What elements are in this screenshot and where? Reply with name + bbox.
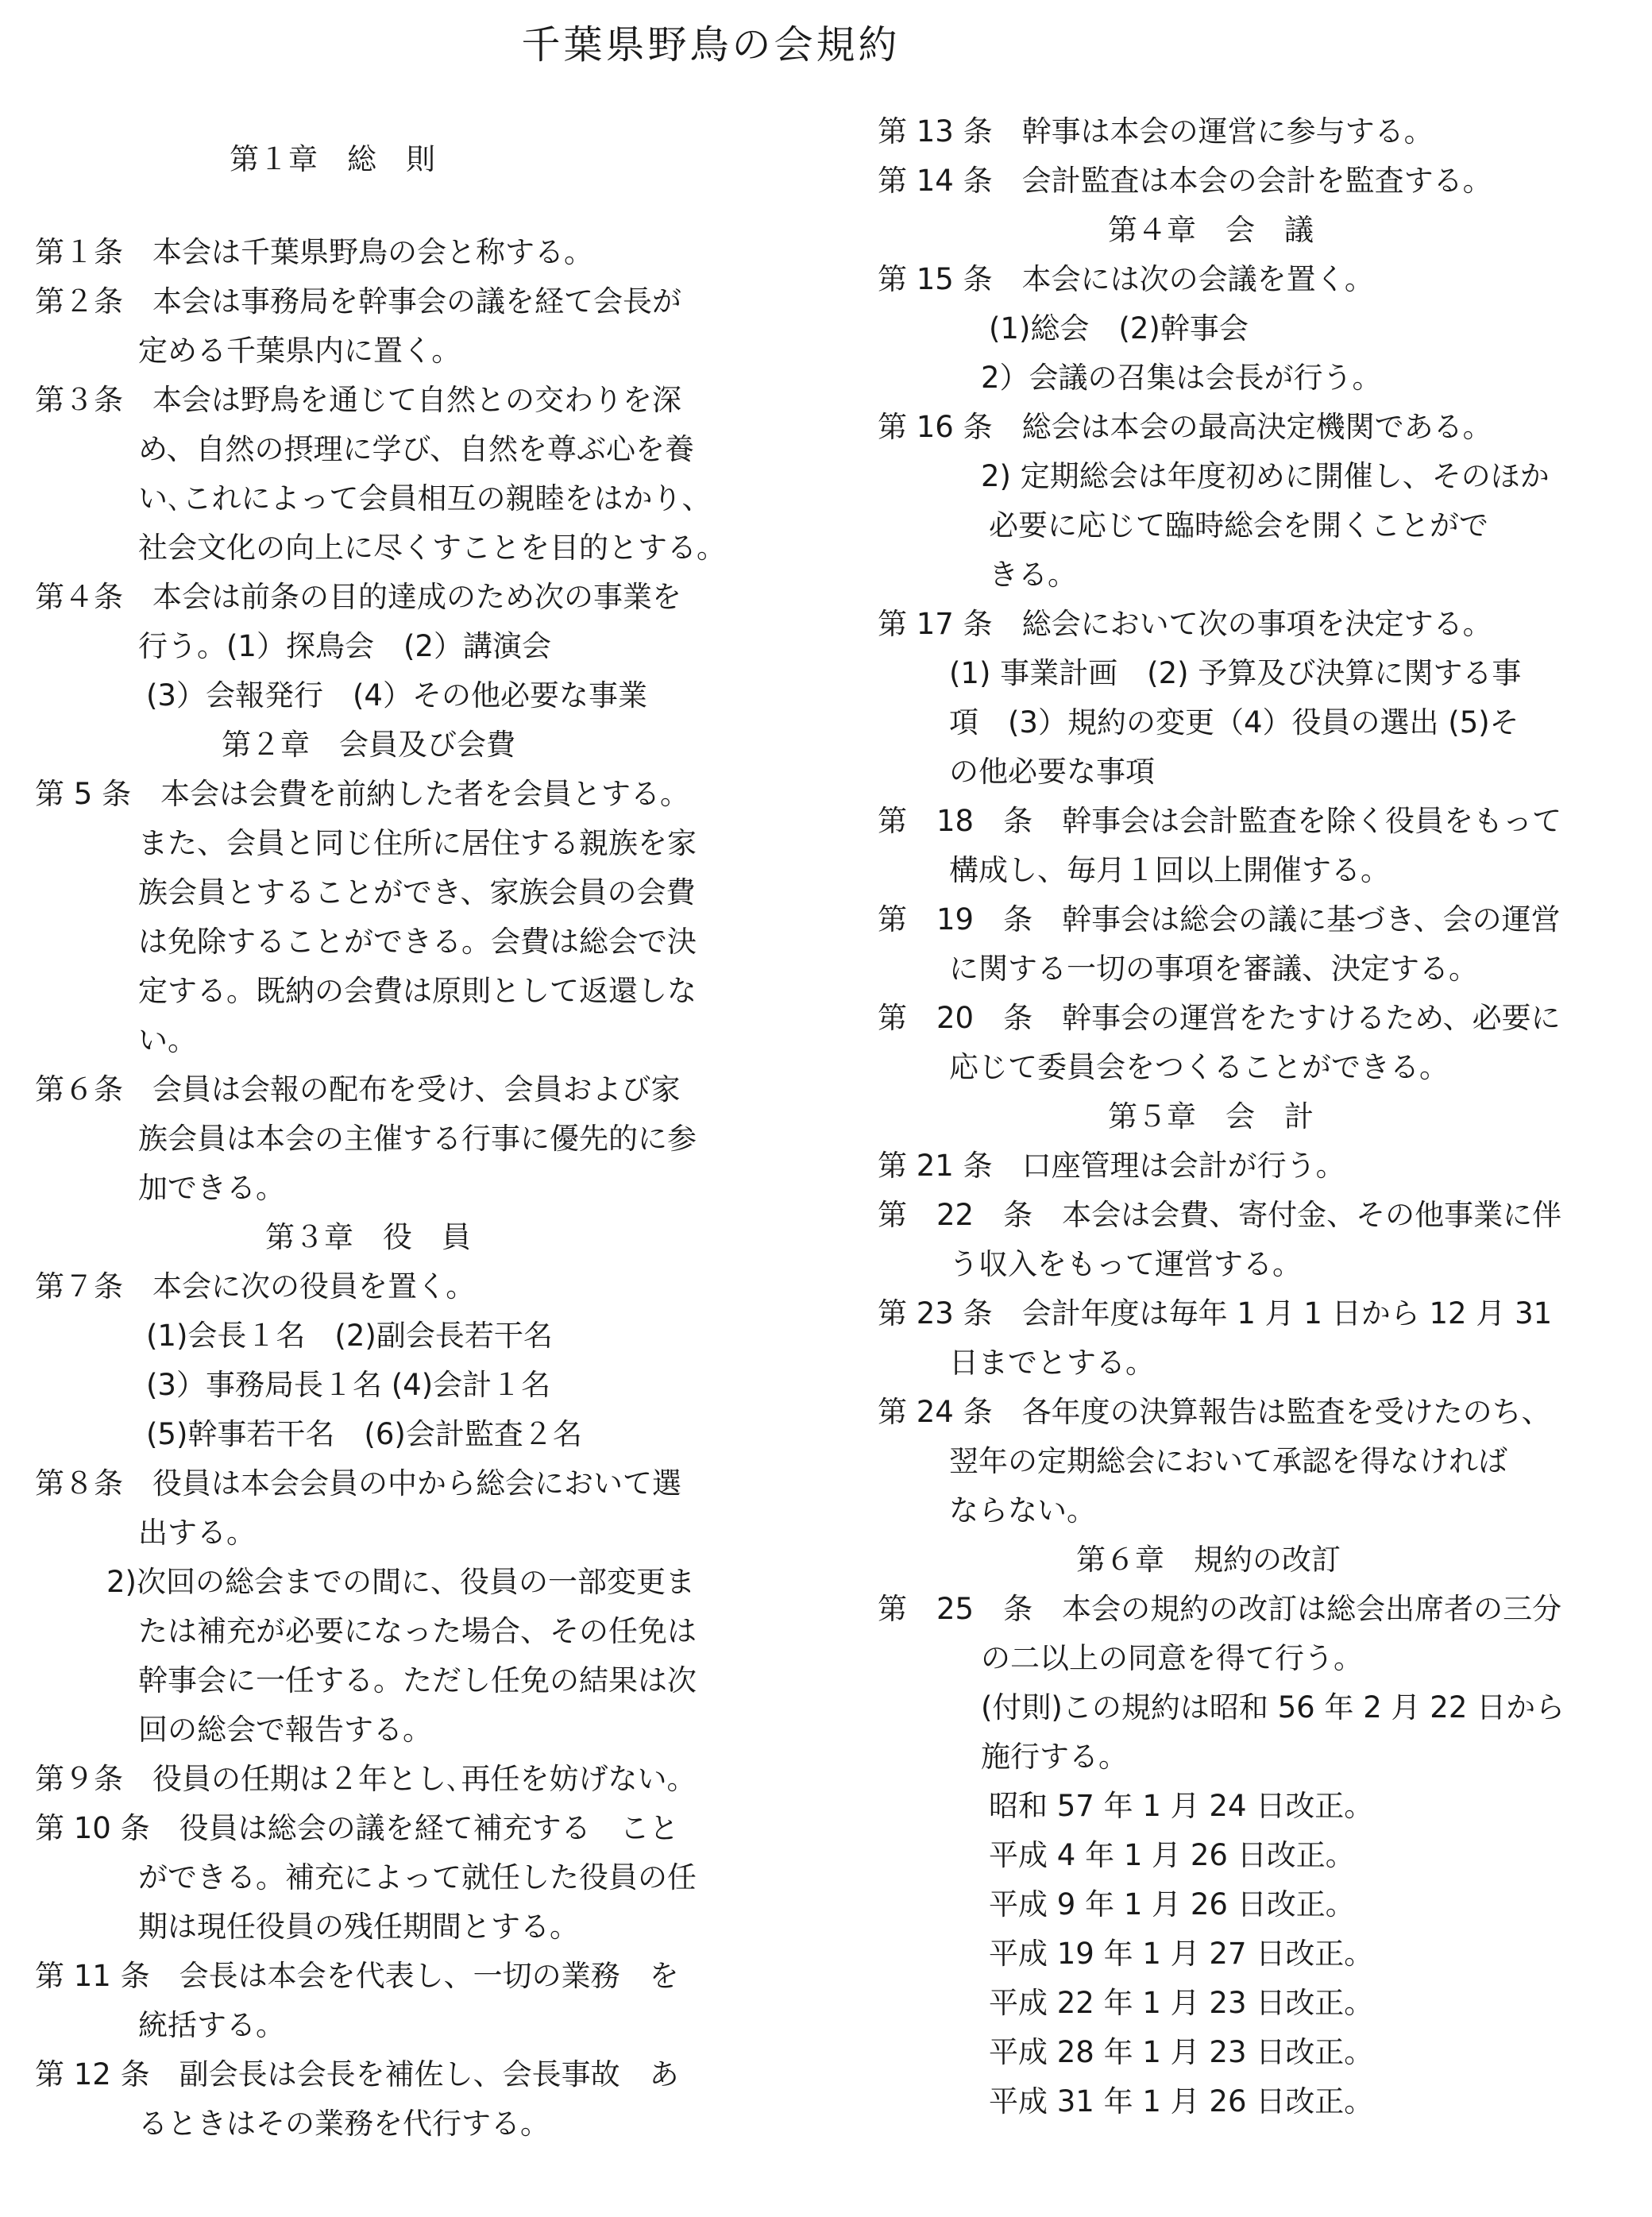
chapter-heading: 第４章 会 議 xyxy=(1108,213,1314,247)
left-column xyxy=(35,135,797,2149)
article-line: 第６条 会員は会報の配布を受け、会員および家 xyxy=(35,1072,681,1107)
revision-date: 平成 19 年 1 月 27 日改正。 xyxy=(989,1937,1374,1971)
article-continuation: また、会員と同じ住所に居住する親族を家 xyxy=(138,826,697,860)
article-line: 第 20 条 幹事会の運営をたすけるため、必要に xyxy=(878,1001,1561,1035)
article-line: 第３条 本会は野鳥を通じて自然との交わりを深 xyxy=(35,383,681,417)
supplementary-provision: (付則)この規約は昭和 56 年 2 月 22 日から xyxy=(981,1690,1565,1725)
article-continuation: い。 xyxy=(138,1023,197,1057)
article-line: 第 5 条 本会は会費を前納した者を会員とする。 xyxy=(35,777,690,811)
chapter-heading: 第２章 会員及び会費 xyxy=(222,728,515,762)
article-line: 第 10 条 役員は総会の議を経て補充する こと xyxy=(35,1811,679,1845)
article-continuation: は免除することができる。会費は総会で決 xyxy=(138,925,697,959)
article-continuation: 2) 定期総会は年度初めに開催し、そのほか xyxy=(981,459,1550,493)
article-continuation: 定する。既納の会費は原則として返還しな xyxy=(138,974,697,1008)
article-continuation: きる。 xyxy=(989,558,1077,592)
article-continuation: 定める千葉県内に置く。 xyxy=(138,334,461,368)
article-line: 第２条 本会は事務局を幹事会の議を経て会長が xyxy=(35,284,681,319)
article-line: 第 17 条 総会において次の事項を決定する。 xyxy=(878,607,1492,641)
article-line: 第 21 条 口座管理は会計が行う。 xyxy=(878,1149,1345,1183)
article-line: 第 22 条 本会は会費、寄付金、その他事業に伴 xyxy=(878,1198,1562,1232)
article-continuation: い､これによって会員相互の親睦をはかり、 xyxy=(138,481,712,516)
article-line: 第４条 本会は前条の目的達成のため次の事業を xyxy=(35,580,681,614)
article-line: 第 24 条 各年度の決算報告は監査を受けたのち、 xyxy=(878,1395,1551,1429)
chapter-heading: 第１章 総 則 xyxy=(230,142,435,176)
article-continuation: 統括する。 xyxy=(138,2008,285,2042)
document-title: 千葉県野鳥の会規約 xyxy=(521,22,901,68)
article-line: 第 11 条 会長は本会を代表し、一切の業務 を xyxy=(35,1959,679,1993)
article-continuation: 族会員とすることができ、家族会員の会費 xyxy=(138,875,696,910)
article-continuation: 行う。(1）探鳥会 (2）講演会 xyxy=(138,629,551,663)
article-continuation: 必要に応じて臨時総会を開くことがで xyxy=(989,508,1488,543)
article-line: 第９条 役員の任期は２年とし､再任を妨げない。 xyxy=(35,1762,697,1796)
supplementary-provision: 施行する。 xyxy=(981,1740,1128,1774)
article-continuation: 社会文化の向上に尽くすことを目的とする。 xyxy=(138,531,726,565)
article-line: 第 16 条 総会は本会の最高決定機関である。 xyxy=(878,410,1492,444)
article-line: 第 14 条 会計監査は本会の会計を監査する。 xyxy=(878,164,1492,198)
article-continuation: (3）会報発行 (4）その他必要な事業 xyxy=(146,678,647,713)
article-line: 第 12 条 副会長は会長を補佐し、会長事故 あ xyxy=(35,2057,679,2091)
article-continuation: の他必要な事項 xyxy=(949,755,1155,789)
article-continuation: るときはその業務を代行する。 xyxy=(138,2107,550,2141)
article-continuation: 族会員は本会の主催する行事に優先的に参 xyxy=(138,1122,697,1156)
revision-date: 平成 9 年 1 月 26 日改正。 xyxy=(989,1887,1355,1922)
article-continuation: の二以上の同意を得て行う。 xyxy=(981,1641,1363,1675)
article-continuation: 2)次回の総会までの間に、役員の一部変更ま xyxy=(106,1565,695,1599)
article-line: 第１条 本会は千葉県野鳥の会と称する。 xyxy=(35,235,593,269)
article-line: 第８条 役員は本会会員の中から総会において選 xyxy=(35,1466,681,1501)
article-continuation: ができる。補充によって就任した役員の任 xyxy=(138,1860,697,1894)
article-line: 第 23 条 会計年度は毎年 1 月 1 日から 12 月 31 xyxy=(878,1296,1553,1331)
article-continuation: 回の総会で報告する。 xyxy=(138,1713,432,1747)
article-continuation: め、自然の摂理に学び、自然を尊ぶ心を養 xyxy=(138,432,695,466)
article-continuation: 構成し、毎月１回以上開催する。 xyxy=(949,853,1390,887)
article-continuation: 加できる。 xyxy=(138,1171,285,1205)
article-continuation: (1)総会 (2)幹事会 xyxy=(989,311,1249,346)
article-continuation: たは補充が必要になった場合、その任免は xyxy=(138,1614,697,1648)
article-continuation: 応じて委員会をつくることができる。 xyxy=(949,1050,1449,1084)
article-continuation: に関する一切の事項を審議、決定する。 xyxy=(949,952,1478,986)
revision-date: 平成 28 年 1 月 23 日改正。 xyxy=(989,2035,1374,2069)
spacer xyxy=(35,197,797,228)
article-line: 第 15 条 本会には次の会議を置く。 xyxy=(878,262,1374,296)
article-continuation: 出する。 xyxy=(138,1516,256,1550)
article-continuation: 翌年の定期総会において承認を得なければ xyxy=(949,1444,1507,1478)
article-line: 第７条 本会に次の役員を置く。 xyxy=(35,1269,476,1304)
article-continuation: (1)会長１名 (2)副会長若干名 xyxy=(146,1319,553,1353)
article-continuation: 項 (3）規約の変更（4）役員の選出 (5)そ xyxy=(949,705,1519,740)
article-continuation: う収入をもって運営する。 xyxy=(949,1247,1302,1281)
revision-date: 昭和 57 年 1 月 24 日改正。 xyxy=(989,1789,1374,1823)
article-continuation: 日までとする。 xyxy=(949,1346,1155,1380)
article-continuation: 期は現任役員の残任期間とする。 xyxy=(138,1910,579,1944)
article-continuation: 2）会議の召集は会長が行う。 xyxy=(981,361,1382,395)
article-continuation: ならない。 xyxy=(949,1493,1096,1528)
chapter-heading: 第６章 規約の改訂 xyxy=(1076,1543,1341,1577)
right-column xyxy=(878,107,1640,2126)
article-continuation: (1) 事業計画 (2) 予算及び決算に関する事 xyxy=(949,656,1522,690)
revision-date: 平成 31 年 1 月 26 日改正。 xyxy=(989,2084,1374,2119)
chapter-heading: 第５章 会 計 xyxy=(1108,1099,1314,1134)
revision-date: 平成 4 年 1 月 26 日改正。 xyxy=(989,1838,1355,1872)
chapter-heading: 第３章 役 員 xyxy=(265,1220,471,1254)
article-continuation: (5)幹事若干名 (6)会計監査２名 xyxy=(146,1417,582,1451)
article-continuation: 幹事会に一任する。ただし任免の結果は次 xyxy=(138,1663,697,1698)
article-line: 第 19 条 幹事会は総会の議に基づき、会の運営 xyxy=(878,902,1561,937)
article-line: 第 25 条 本会の規約の改訂は総会出席者の三分 xyxy=(878,1592,1562,1626)
revision-date: 平成 22 年 1 月 23 日改正。 xyxy=(989,1986,1374,2020)
article-line: 第 13 条 幹事は本会の運営に参与する。 xyxy=(878,114,1434,149)
article-continuation: (3）事務局長１名 (4)会計１名 xyxy=(146,1368,551,1402)
article-line: 第 18 条 幹事会は会計監査を除く役員をもって xyxy=(878,804,1562,838)
